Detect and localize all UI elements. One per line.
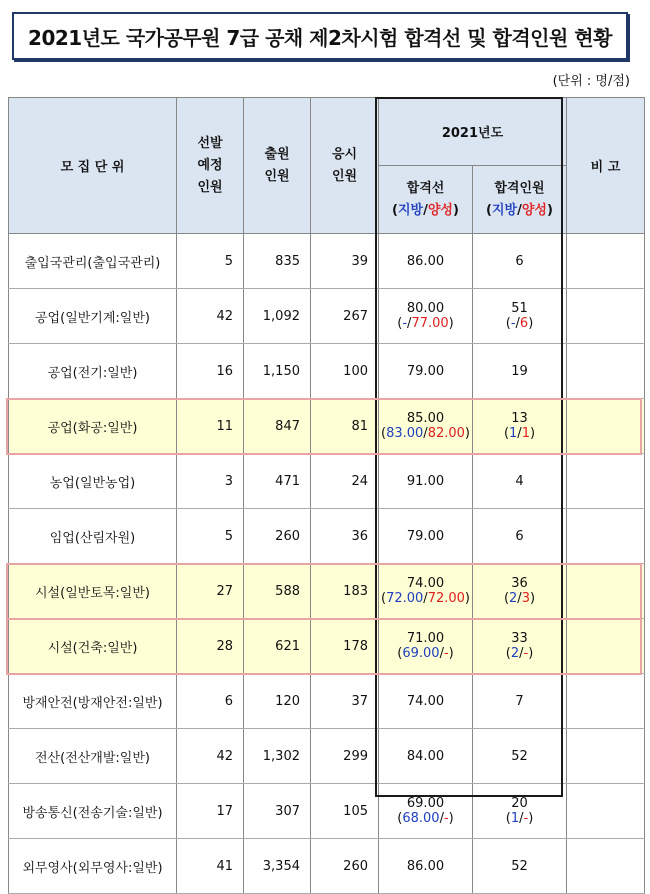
header-applicants: 출원 인원 (244, 98, 311, 234)
cutoff-cell: 69.00 (68.00/-) (379, 784, 473, 839)
planned-cell: 28 (177, 619, 244, 674)
applicants-cell: 588 (244, 564, 311, 619)
cutoff-cell: 86.00 (379, 839, 473, 894)
examinees-cell: 37 (311, 674, 379, 729)
remark-cell (567, 344, 645, 399)
planned-cell: 16 (177, 344, 244, 399)
passers-cell: 20 (1/-) (473, 784, 567, 839)
unit-cell: 외무영사(외무영사:일반) (9, 839, 177, 894)
applicants-cell: 1,302 (244, 729, 311, 784)
passers-cell: 13 (1/1) (473, 399, 567, 454)
cutoff-cell: 80.00 (-/77.00) (379, 289, 473, 344)
results-table (8, 97, 645, 894)
unit-cell: 시설(건축:일반) (9, 619, 177, 674)
unit-cell: 농업(일반농업) (9, 454, 177, 509)
header-planned: 선발 예정 인원 (177, 98, 244, 234)
passers-cell: 36 (2/3) (473, 564, 567, 619)
passers-cell: 4 (473, 454, 567, 509)
header-cutoff: 합격선 (지방/양성) (379, 166, 473, 234)
applicants-cell: 847 (244, 399, 311, 454)
remark-cell (567, 234, 645, 289)
cutoff-cell: 85.00 (83.00/82.00) (379, 399, 473, 454)
header-remark: 비 고 (567, 98, 645, 234)
unit-cell: 출입국관리(출입국관리) (9, 234, 177, 289)
table-row (9, 454, 645, 509)
applicants-cell: 1,150 (244, 344, 311, 399)
cutoff-cell: 79.00 (379, 509, 473, 564)
header-unit: 모 집 단 위 (9, 98, 177, 234)
passers-cell: 51 (-/6) (473, 289, 567, 344)
planned-cell: 41 (177, 839, 244, 894)
examinees-cell: 100 (311, 344, 379, 399)
remark-cell (567, 399, 645, 454)
remark-cell (567, 839, 645, 894)
remark-cell (567, 674, 645, 729)
unit-cell: 공업(전기:일반) (9, 344, 177, 399)
cutoff-cell: 74.00 (379, 674, 473, 729)
applicants-cell: 835 (244, 234, 311, 289)
planned-cell: 42 (177, 729, 244, 784)
unit-cell: 공업(화공:일반) (9, 399, 177, 454)
table-row (9, 564, 645, 619)
passers-cell: 19 (473, 344, 567, 399)
examinees-cell: 267 (311, 289, 379, 344)
examinees-cell: 299 (311, 729, 379, 784)
applicants-cell: 260 (244, 509, 311, 564)
table-row (9, 234, 645, 289)
planned-cell: 11 (177, 399, 244, 454)
remark-cell (567, 509, 645, 564)
planned-cell: 27 (177, 564, 244, 619)
passers-cell: 6 (473, 234, 567, 289)
examinees-cell: 81 (311, 399, 379, 454)
table-row (9, 784, 645, 839)
planned-cell: 5 (177, 509, 244, 564)
table-row (9, 509, 645, 564)
cutoff-cell: 79.00 (379, 344, 473, 399)
passers-cell: 6 (473, 509, 567, 564)
remark-cell (567, 564, 645, 619)
unit-cell: 임업(산림자원) (9, 509, 177, 564)
planned-cell: 5 (177, 234, 244, 289)
examinees-cell: 105 (311, 784, 379, 839)
planned-cell: 6 (177, 674, 244, 729)
table-row (9, 674, 645, 729)
header-year: 2021년도 (379, 98, 567, 166)
examinees-cell: 36 (311, 509, 379, 564)
table-row (9, 289, 645, 344)
passers-cell: 52 (473, 729, 567, 784)
applicants-cell: 1,092 (244, 289, 311, 344)
unit-cell: 방재안전(방재안전:일반) (9, 674, 177, 729)
unit-cell: 공업(일반기계:일반) (9, 289, 177, 344)
cutoff-cell: 71.00 (69.00/-) (379, 619, 473, 674)
table-row (9, 839, 645, 894)
planned-cell: 17 (177, 784, 244, 839)
cutoff-cell: 84.00 (379, 729, 473, 784)
unit-cell: 전산(전산개발:일반) (9, 729, 177, 784)
planned-cell: 42 (177, 289, 244, 344)
cutoff-cell: 86.00 (379, 234, 473, 289)
examinees-cell: 183 (311, 564, 379, 619)
table-row (9, 344, 645, 399)
applicants-cell: 120 (244, 674, 311, 729)
remark-cell (567, 289, 645, 344)
header-examinees: 응시 인원 (311, 98, 379, 234)
remark-cell (567, 729, 645, 784)
examinees-cell: 39 (311, 234, 379, 289)
remark-cell (567, 784, 645, 839)
unit-note: (단위 : 명/점) (552, 74, 630, 89)
applicants-cell: 471 (244, 454, 311, 509)
cutoff-cell: 91.00 (379, 454, 473, 509)
passers-cell: 52 (473, 839, 567, 894)
page-title: 2021년도 국가공무원 7급 공채 제2차시험 합격선 및 합격인원 현황 (12, 12, 628, 60)
applicants-cell: 307 (244, 784, 311, 839)
remark-cell (567, 619, 645, 674)
applicants-cell: 3,354 (244, 839, 311, 894)
table-row (9, 619, 645, 674)
passers-cell: 7 (473, 674, 567, 729)
table-row (9, 729, 645, 784)
cutoff-cell: 74.00 (72.00/72.00) (379, 564, 473, 619)
applicants-cell: 621 (244, 619, 311, 674)
header-passers: 합격인원 (지방/양성) (473, 166, 567, 234)
unit-cell: 방송통신(전송기술:일반) (9, 784, 177, 839)
passers-cell: 33 (2/-) (473, 619, 567, 674)
unit-cell: 시설(일반토목:일반) (9, 564, 177, 619)
remark-cell (567, 454, 645, 509)
planned-cell: 3 (177, 454, 244, 509)
table-row (9, 399, 645, 454)
examinees-cell: 260 (311, 839, 379, 894)
examinees-cell: 24 (311, 454, 379, 509)
examinees-cell: 178 (311, 619, 379, 674)
